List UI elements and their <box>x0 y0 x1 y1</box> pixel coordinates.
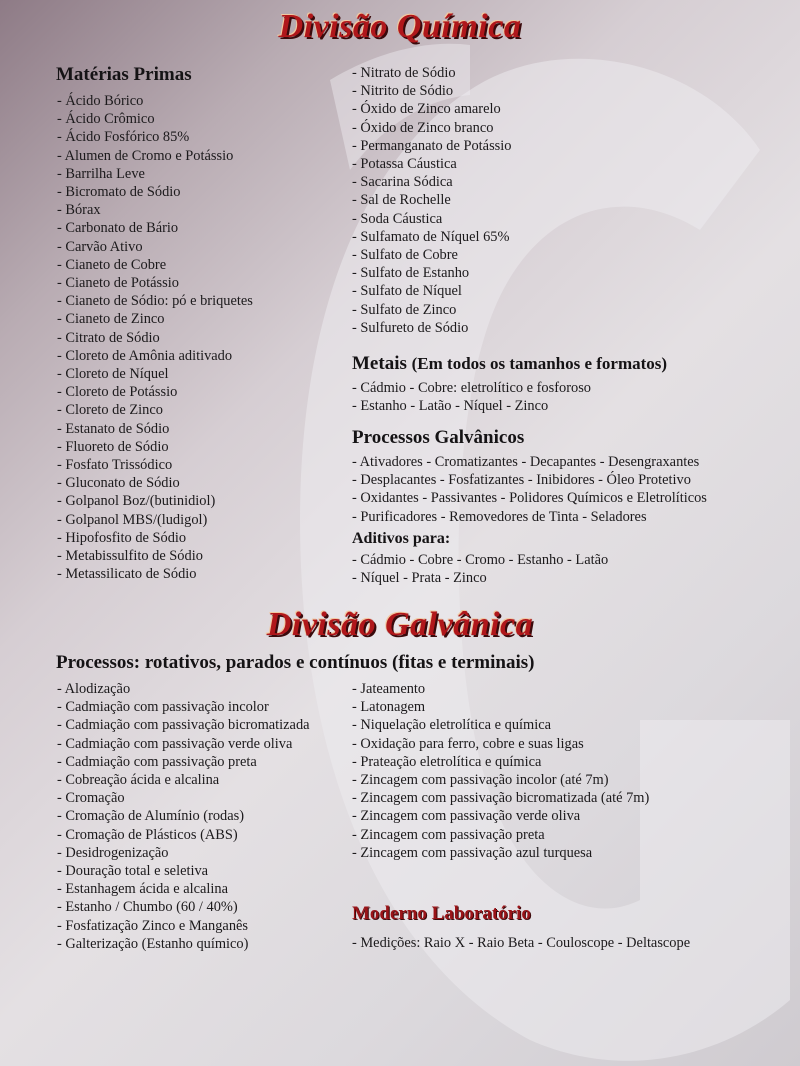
list-item: - Sulfamato de Níquel 65% <box>352 228 511 246</box>
aditivos-heading: Aditivos para: <box>352 530 451 547</box>
list-item: - Ácido Fosfórico 85% <box>57 128 253 146</box>
list-item: - Fosfatização Zinco e Manganês <box>57 917 310 935</box>
list-item: - Óxido de Zinco amarelo <box>352 100 511 118</box>
aditivos-list <box>352 551 608 587</box>
moderno-laboratorio-heading: Moderno Laboratório <box>352 903 531 924</box>
processos-list-col1 <box>57 680 310 953</box>
metais-list <box>352 379 591 415</box>
list-item: - Sulfureto de Sódio <box>352 319 511 337</box>
list-item: - Cianeto de Zinco <box>57 310 253 328</box>
list-item: - Golpanol Boz/(butinidiol) <box>57 492 253 510</box>
list-item: - Potassa Cáustica <box>352 155 511 173</box>
list-item: - Cianeto de Potássio <box>57 274 253 292</box>
metais-heading <box>352 353 667 375</box>
list-item: - Cianeto de Cobre <box>57 256 253 274</box>
list-item: - Oxidação para ferro, cobre e suas ligas <box>352 735 649 753</box>
list-item: - Niquelação eletrolítica e química <box>352 716 649 734</box>
list-item: - Sulfato de Zinco <box>352 301 511 319</box>
list-item: - Galterização (Estanho químico) <box>57 935 310 953</box>
processos-heading: Processos: rotativos, parados e contínuos (fitas e terminais) <box>56 652 535 673</box>
list-item: - Cromação de Plásticos (ABS) <box>57 826 310 844</box>
list-item: - Desplacantes - Fosfatizantes - Inibidores - Óleo Protetivo <box>352 471 707 489</box>
list-item: - Zincagem com passivação verde oliva <box>352 807 649 825</box>
list-item: - Zincagem com passivação preta <box>352 826 649 844</box>
list-item: - Nitrito de Sódio <box>352 82 511 100</box>
list-item: - Estanho - Latão - Níquel - Zinco <box>352 397 591 415</box>
list-item: - Ácido Bórico <box>57 92 253 110</box>
list-item: - Medições: Raio X - Raio Beta - Couloscope - Deltascope <box>352 934 690 952</box>
divisao-quimica-title: Divisão Química <box>278 8 522 45</box>
materias-primas-list-col2 <box>352 64 511 337</box>
list-item: - Bórax <box>57 201 253 219</box>
materias-primas-list-col1 <box>57 92 253 583</box>
list-item: - Cádmio - Cobre - Cromo - Estanho - Latão <box>352 551 608 569</box>
list-item: - Metabissulfito de Sódio <box>57 547 253 565</box>
list-item: - Sacarina Sódica <box>352 173 511 191</box>
list-item: - Sulfato de Níquel <box>352 282 511 300</box>
list-item: - Cadmiação com passivação incolor <box>57 698 310 716</box>
list-item: - Purificadores - Removedores de Tinta - Seladores <box>352 508 707 526</box>
list-item: - Ativadores - Cromatizantes - Decapantes - Desengraxantes <box>352 453 707 471</box>
list-item: - Bicromato de Sódio <box>57 183 253 201</box>
list-item: - Metassilicato de Sódio <box>57 565 253 583</box>
list-item: - Cloreto de Amônia aditivado <box>57 347 253 365</box>
materias-primas-heading: Matérias Primas <box>56 64 192 85</box>
list-item: - Cianeto de Sódio: pó e briquetes <box>57 292 253 310</box>
list-item: - Golpanol MBS/(ludigol) <box>57 511 253 529</box>
list-item: - Cloreto de Potássio <box>57 383 253 401</box>
list-item: - Estanhagem ácida e alcalina <box>57 880 310 898</box>
list-item: - Cloreto de Níquel <box>57 365 253 383</box>
list-item: - Hipofosfito de Sódio <box>57 529 253 547</box>
list-item: - Desidrogenização <box>57 844 310 862</box>
list-item: - Cadmiação com passivação verde oliva <box>57 735 310 753</box>
metais-heading-label: Metais <box>352 353 407 374</box>
list-item: - Alodização <box>57 680 310 698</box>
processos-galvanicos-heading: Processos Galvânicos <box>352 427 525 448</box>
metais-heading-note: (Em todos os tamanhos e formatos) <box>411 354 668 373</box>
list-item: - Carbonato de Bário <box>57 219 253 237</box>
processos-galvanicos-list <box>352 453 707 526</box>
list-item: - Óxido de Zinco branco <box>352 119 511 137</box>
list-item: - Oxidantes - Passivantes - Polidores Químicos e Eletrolíticos <box>352 489 707 507</box>
list-item: - Fluoreto de Sódio <box>57 438 253 456</box>
list-item: - Jateamento <box>352 680 649 698</box>
list-item: - Estanato de Sódio <box>57 420 253 438</box>
list-item: - Carvão Ativo <box>57 238 253 256</box>
list-item: - Permanganato de Potássio <box>352 137 511 155</box>
list-item: - Sal de Rochelle <box>352 191 511 209</box>
list-item: - Barrilha Leve <box>57 165 253 183</box>
list-item: - Estanho / Chumbo (60 / 40%) <box>57 898 310 916</box>
list-item: - Cobreação ácida e alcalina <box>57 771 310 789</box>
laboratorio-list <box>352 934 690 952</box>
list-item: - Sulfato de Cobre <box>352 246 511 264</box>
list-item: - Cromação <box>57 789 310 807</box>
list-item: - Zincagem com passivação azul turquesa <box>352 844 649 862</box>
list-item: - Nitrato de Sódio <box>352 64 511 82</box>
list-item: - Alumen de Cromo e Potássio <box>57 147 253 165</box>
list-item: - Gluconato de Sódio <box>57 474 253 492</box>
list-item: - Sulfato de Estanho <box>352 264 511 282</box>
list-item: - Douração total e seletiva <box>57 862 310 880</box>
list-item: - Cloreto de Zinco <box>57 401 253 419</box>
list-item: - Prateação eletrolítica e química <box>352 753 649 771</box>
list-item: - Fosfato Trissódico <box>57 456 253 474</box>
list-item: - Cádmio - Cobre: eletrolítico e fosforoso <box>352 379 591 397</box>
list-item: - Cromação de Alumínio (rodas) <box>57 807 310 825</box>
list-item: - Zincagem com passivação incolor (até 7m) <box>352 771 649 789</box>
list-item: - Ácido Crômico <box>57 110 253 128</box>
list-item: - Níquel - Prata - Zinco <box>352 569 608 587</box>
processos-list-col2 <box>352 680 649 862</box>
list-item: - Latonagem <box>352 698 649 716</box>
list-item: - Soda Cáustica <box>352 210 511 228</box>
list-item: - Citrato de Sódio <box>57 329 253 347</box>
list-item: - Cadmiação com passivação bicromatizada <box>57 716 310 734</box>
list-item: - Cadmiação com passivação preta <box>57 753 310 771</box>
divisao-galvanica-title: Divisão Galvânica <box>266 606 534 643</box>
list-item: - Zincagem com passivação bicromatizada (até 7m) <box>352 789 649 807</box>
